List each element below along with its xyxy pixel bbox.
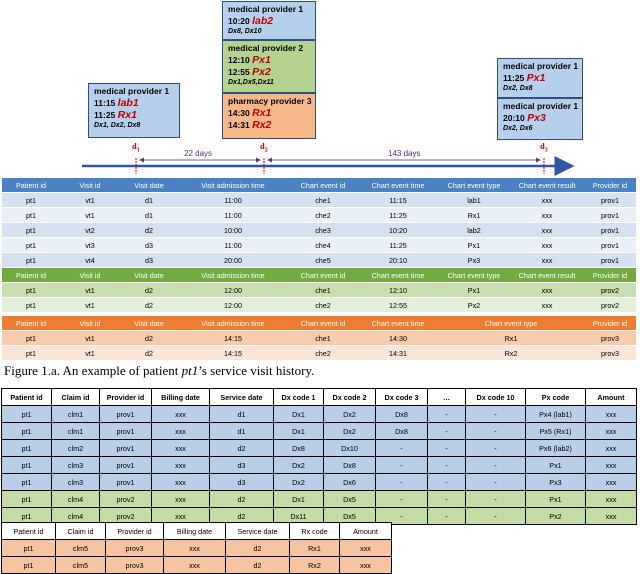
table-cell: prov1 [100, 406, 152, 423]
figure-caption: Figure 1.a. An example of patient pt1’s service visit history. [4, 363, 315, 378]
table-cell: Dx1 [274, 491, 324, 508]
table-cell: vt3 [60, 238, 120, 253]
table-cell: prov1 [100, 423, 152, 440]
pharmacy-claims-table [1, 522, 392, 574]
provider-name: medical provider 1 [503, 101, 579, 111]
table-cell: pt1 [2, 406, 52, 423]
provider-name: medical provider 1 [228, 4, 304, 14]
table-cell: Rx2 [290, 557, 340, 574]
table-cell: che2 [288, 208, 358, 223]
table-cell: d2 [210, 440, 274, 457]
provider-box-prov3-d2 [222, 93, 316, 139]
table-cell: - [376, 457, 428, 474]
table-cell: xxx [510, 298, 584, 313]
table-cell: prov3 [106, 557, 164, 574]
table-cell: - [466, 406, 526, 423]
table-cell: clm4 [52, 491, 100, 508]
table-cell: xxx [164, 557, 226, 574]
table-cell: Dx8 [376, 406, 428, 423]
col-header: Px code [526, 389, 586, 406]
table-cell: - [466, 440, 526, 457]
table-cell: - [466, 423, 526, 440]
col-header: Patient id [2, 178, 60, 193]
col-header: Rx code [290, 523, 340, 540]
table-cell: prov2 [584, 298, 636, 313]
table-cell: 14:15 [178, 346, 288, 361]
table-row [2, 423, 637, 440]
table-cell: vt4 [60, 253, 120, 268]
table-cell: vt2 [60, 223, 120, 238]
col-header: Patient id [2, 268, 60, 283]
table-cell: xxx [164, 540, 226, 557]
col-header: Chart event result [510, 178, 584, 193]
table-cell: pt1 [2, 223, 60, 238]
table-cell: Px2 [438, 298, 510, 313]
table-cell: 10:20 [358, 223, 438, 238]
table-cell: d2 [210, 508, 274, 525]
table-cell: 12:00 [178, 298, 288, 313]
table-cell: xxx [152, 440, 210, 457]
table-cell: clm3 [52, 457, 100, 474]
table-cell: 12:10 [358, 283, 438, 298]
table-cell: lab2 [438, 223, 510, 238]
table-row [2, 331, 636, 346]
col-header: Visit admission time [178, 178, 288, 193]
table-cell: prov1 [584, 223, 636, 238]
chart-event: 20:10 Px3 [503, 112, 546, 124]
table-cell: Dx11 [274, 508, 324, 525]
table-cell: Dx1 [274, 406, 324, 423]
day-label-d3: $d_3$ [540, 141, 548, 154]
col-header: Claim id [52, 389, 100, 406]
chart-event: 11:15 lab1 [94, 97, 139, 109]
table-row [2, 193, 636, 208]
table-row [2, 457, 637, 474]
table-cell: lab1 [438, 193, 510, 208]
chart-event: 14:30 Rx1 [228, 107, 272, 119]
table-cell: 12:00 [178, 283, 288, 298]
table-cell: - [466, 508, 526, 525]
table-cell: Dx2 [274, 457, 324, 474]
table-header-row [2, 389, 637, 406]
col-header: Chart event result [510, 268, 584, 283]
table-cell: pt1 [2, 208, 60, 223]
table-header-row [2, 523, 392, 540]
table-cell: pt1 [2, 331, 60, 346]
table-cell: 14:30 [358, 331, 438, 346]
col-header: Provider id [584, 268, 636, 283]
col-header: Visit admission time [178, 268, 288, 283]
table-cell: prov2 [584, 283, 636, 298]
col-header: Provider id [584, 178, 636, 193]
visit-table-provider3 [2, 316, 636, 360]
table-cell: Dx5 [324, 508, 376, 525]
table-cell: pt1 [2, 283, 60, 298]
col-header: Visit date [120, 268, 178, 283]
table-cell: d2 [120, 283, 178, 298]
provider-name: medical provider 2 [228, 43, 304, 53]
table-cell: pt1 [2, 346, 60, 361]
table-cell: xxx [510, 283, 584, 298]
chart-event: 12:10 Px1 [228, 54, 271, 66]
table-cell: pt1 [2, 491, 52, 508]
table-cell: d3 [120, 253, 178, 268]
gap-label-2: 143 days [388, 149, 421, 158]
table-cell: che1 [288, 331, 358, 346]
table-cell: 11:00 [178, 208, 288, 223]
table-cell: d2 [120, 298, 178, 313]
table-header-row [2, 316, 636, 331]
table-cell: 12:55 [358, 298, 438, 313]
table-cell: d2 [120, 346, 178, 361]
table-cell: prov1 [100, 474, 152, 491]
col-header: … [428, 389, 466, 406]
table-cell: 10:00 [178, 223, 288, 238]
table-cell: d3 [210, 457, 274, 474]
table-cell: prov2 [100, 508, 152, 525]
table-cell: pt1 [2, 508, 52, 525]
table-row [2, 440, 637, 457]
table-cell: - [376, 440, 428, 457]
day-label-d1: $d_1$ [132, 141, 140, 154]
table-cell: Px2 [526, 508, 586, 525]
chart-event: 12:55 Px2 [228, 66, 271, 78]
table-cell: pt1 [2, 423, 52, 440]
table-cell: d1 [210, 406, 274, 423]
table-cell: clm2 [52, 440, 100, 457]
table-row [2, 253, 636, 268]
table-cell: vt1 [60, 298, 120, 313]
table-cell: - [376, 474, 428, 491]
table-cell: vt1 [60, 283, 120, 298]
chart-event: 11:25 Px1 [503, 72, 546, 84]
table-cell: pt1 [2, 474, 52, 491]
table-cell: - [428, 474, 466, 491]
table-cell: clm5 [56, 540, 106, 557]
table-cell: Rx1 [290, 540, 340, 557]
table-cell: pt1 [2, 298, 60, 313]
table-cell: vt1 [60, 193, 120, 208]
table-cell: - [466, 457, 526, 474]
table-cell: xxx [152, 457, 210, 474]
table-row [2, 298, 636, 313]
table-cell: xxx [152, 423, 210, 440]
col-header: Provider id [106, 523, 164, 540]
provider-box-prov1-d3-b [497, 98, 583, 140]
table-row [2, 406, 637, 423]
table-cell: 14:15 [178, 331, 288, 346]
table-cell: xxx [586, 440, 637, 457]
table-cell: clm5 [56, 557, 106, 574]
table-cell: - [428, 423, 466, 440]
table-cell: - [376, 491, 428, 508]
table-cell: Rx1 [438, 208, 510, 223]
table-cell: xxx [586, 508, 637, 525]
col-header: Dx code 10 [466, 389, 526, 406]
table-row [2, 474, 637, 491]
table-cell: 20:10 [358, 253, 438, 268]
col-header: Billing date [164, 523, 226, 540]
table-cell: prov1 [584, 238, 636, 253]
table-row [2, 557, 392, 574]
table-row [2, 223, 636, 238]
table-cell: 11:25 [358, 208, 438, 223]
table-cell: prov1 [100, 457, 152, 474]
visit-table-provider2 [2, 268, 636, 312]
provider-name: medical provider 1 [94, 86, 170, 96]
table-cell: xxx [152, 508, 210, 525]
col-header: Dx code 1 [274, 389, 324, 406]
table-cell: d2 [210, 491, 274, 508]
col-header: Patient id [2, 389, 52, 406]
table-cell: Dx2 [274, 474, 324, 491]
table-cell: 11:00 [178, 238, 288, 253]
table-cell: vt1 [60, 346, 120, 361]
table-header-row [2, 268, 636, 283]
col-header: Chart event id [288, 316, 358, 331]
table-cell: d3 [210, 474, 274, 491]
col-header: Provider id [584, 316, 636, 331]
table-cell: prov1 [584, 208, 636, 223]
table-cell: Px3 [438, 253, 510, 268]
table-cell: clm4 [52, 508, 100, 525]
table-row [2, 238, 636, 253]
table-cell: - [428, 457, 466, 474]
table-cell: vt1 [60, 208, 120, 223]
table-cell: xxx [152, 491, 210, 508]
table-cell: che2 [288, 298, 358, 313]
table-cell: d2 [226, 540, 290, 557]
table-cell: Dx5 [324, 491, 376, 508]
table-cell: prov1 [584, 253, 636, 268]
provider-name: medical provider 1 [503, 61, 579, 71]
table-cell: clm1 [52, 423, 100, 440]
table-cell: che4 [288, 238, 358, 253]
table-cell: Dx8 [274, 440, 324, 457]
table-cell: pt1 [2, 238, 60, 253]
table-cell: Dx10 [324, 440, 376, 457]
table-cell: xxx [510, 208, 584, 223]
table-cell: pt1 [2, 193, 60, 208]
diagnosis-codes: Dx2, Dx8 [503, 85, 533, 92]
col-header: Visit id [60, 178, 120, 193]
table-cell: che2 [288, 346, 358, 361]
col-header: Amount [586, 389, 637, 406]
table-cell: - [428, 440, 466, 457]
table-cell: Px1 [438, 283, 510, 298]
table-cell: xxx [586, 423, 637, 440]
table-row [2, 491, 637, 508]
table-cell: pt1 [2, 557, 56, 574]
table-cell: 11:00 [178, 193, 288, 208]
claims-table [1, 388, 637, 525]
table-cell: pt1 [2, 457, 52, 474]
table-cell: clm1 [52, 406, 100, 423]
table-cell: prov1 [584, 193, 636, 208]
table-cell: che1 [288, 283, 358, 298]
provider-box-prov1-d1 [88, 83, 180, 138]
table-cell: d2 [120, 331, 178, 346]
table-cell: Dx1 [274, 423, 324, 440]
table-cell: Px4 (lab1) [526, 406, 586, 423]
table-cell: 11:25 [358, 238, 438, 253]
table-cell: Px6 (lab2) [526, 440, 586, 457]
table-cell: d1 [120, 193, 178, 208]
chart-event: 11:25 Rx1 [94, 109, 137, 121]
table-cell: xxx [586, 491, 637, 508]
col-header: Billing date [152, 389, 210, 406]
table-cell: - [376, 508, 428, 525]
table-cell: xxx [510, 193, 584, 208]
col-header: Chart event time [358, 178, 438, 193]
table-cell: xxx [152, 406, 210, 423]
table-header-row [2, 178, 636, 193]
table-row [2, 283, 636, 298]
table-cell: prov3 [584, 331, 636, 346]
table-cell: che1 [288, 193, 358, 208]
table-cell: 14:31 [358, 346, 438, 361]
col-header: Patient id [2, 523, 56, 540]
table-cell: - [466, 491, 526, 508]
table-cell: xxx [510, 223, 584, 238]
day-label-d2: $d_2$ [260, 141, 268, 154]
table-cell: xxx [586, 406, 637, 423]
table-cell: d1 [120, 208, 178, 223]
table-cell: che5 [288, 253, 358, 268]
table-cell: prov2 [100, 491, 152, 508]
table-cell: - [466, 474, 526, 491]
table-cell: d1 [210, 423, 274, 440]
col-header: Visit admission time [178, 316, 288, 331]
table-cell: Dx2 [324, 406, 376, 423]
diagnosis-codes: Dx1,Dx5,Dx11 [228, 79, 274, 86]
col-header: Patient id [2, 316, 60, 331]
table-cell: Px5 (Rx1) [526, 423, 586, 440]
col-header: Visit id [60, 316, 120, 331]
table-cell: xxx [340, 540, 392, 557]
table-row [2, 540, 392, 557]
table-cell: d2 [226, 557, 290, 574]
col-header: Visit date [120, 316, 178, 331]
col-header: Claim id [56, 523, 106, 540]
table-cell: Dx2 [324, 423, 376, 440]
table-cell: Px3 [526, 474, 586, 491]
table-cell: Px1 [526, 457, 586, 474]
table-cell: prov3 [106, 540, 164, 557]
table-cell: clm3 [52, 474, 100, 491]
chart-event: 10:20 lab2 [228, 15, 274, 27]
diagnosis-codes: Dx1, Dx2, Dx8 [94, 122, 141, 129]
table-cell: - [428, 491, 466, 508]
col-header: Chart event type [438, 316, 584, 331]
table-cell: - [428, 406, 466, 423]
table-cell: d3 [120, 238, 178, 253]
gap-label-1: 22 days [184, 149, 213, 158]
col-header: Chart event id [288, 268, 358, 283]
table-cell: Dx8 [324, 457, 376, 474]
provider-box-prov2-d2 [222, 40, 316, 93]
provider-box-prov1-d2 [222, 1, 316, 40]
table-cell: xxx [340, 557, 392, 574]
table-cell: xxx [152, 474, 210, 491]
provider-name: pharmacy provider 3 [228, 96, 312, 106]
col-header: Service date [226, 523, 290, 540]
col-header: Service date [210, 389, 274, 406]
table-cell: prov1 [100, 440, 152, 457]
col-header: Provider id [100, 389, 152, 406]
table-row [2, 346, 636, 361]
table-cell: pt1 [2, 253, 60, 268]
table-cell: xxx [510, 253, 584, 268]
col-header: Visit date [120, 178, 178, 193]
col-header: Dx code 3 [376, 389, 428, 406]
table-cell: pt1 [2, 540, 56, 557]
col-header: Chart event time [358, 316, 438, 331]
col-header: Dx code 2 [324, 389, 376, 406]
col-header: Chart event time [358, 268, 438, 283]
table-cell: d2 [120, 223, 178, 238]
table-cell: Dx8 [376, 423, 428, 440]
table-cell: vt1 [60, 331, 120, 346]
table-cell: xxx [510, 238, 584, 253]
table-cell: che3 [288, 223, 358, 238]
table-cell: Px1 [438, 238, 510, 253]
table-cell: - [428, 508, 466, 525]
chart-event: 14:31 Rx2 [228, 119, 272, 131]
provider-box-prov1-d3-a [497, 58, 583, 98]
col-header: Amount [340, 523, 392, 540]
table-cell: Dx6 [324, 474, 376, 491]
col-header: Chart event id [288, 178, 358, 193]
table-cell: Px1 [526, 491, 586, 508]
diagnosis-codes: Dx2, Dx6 [503, 125, 533, 132]
table-cell: pt1 [2, 440, 52, 457]
table-cell: xxx [586, 457, 637, 474]
table-cell: Rx2 [438, 346, 584, 361]
table-cell: xxx [586, 474, 637, 491]
table-cell: prov3 [584, 346, 636, 361]
table-cell: 11:15 [358, 193, 438, 208]
col-header: Visit id [60, 268, 120, 283]
diagnosis-codes: Dx8, Dx10 [228, 28, 262, 35]
table-row [2, 208, 636, 223]
col-header: Chart event type [438, 268, 510, 283]
col-header: Chart event type [438, 178, 510, 193]
visit-table-provider1 [2, 178, 636, 267]
table-cell: Rx1 [438, 331, 584, 346]
table-cell: 20:00 [178, 253, 288, 268]
